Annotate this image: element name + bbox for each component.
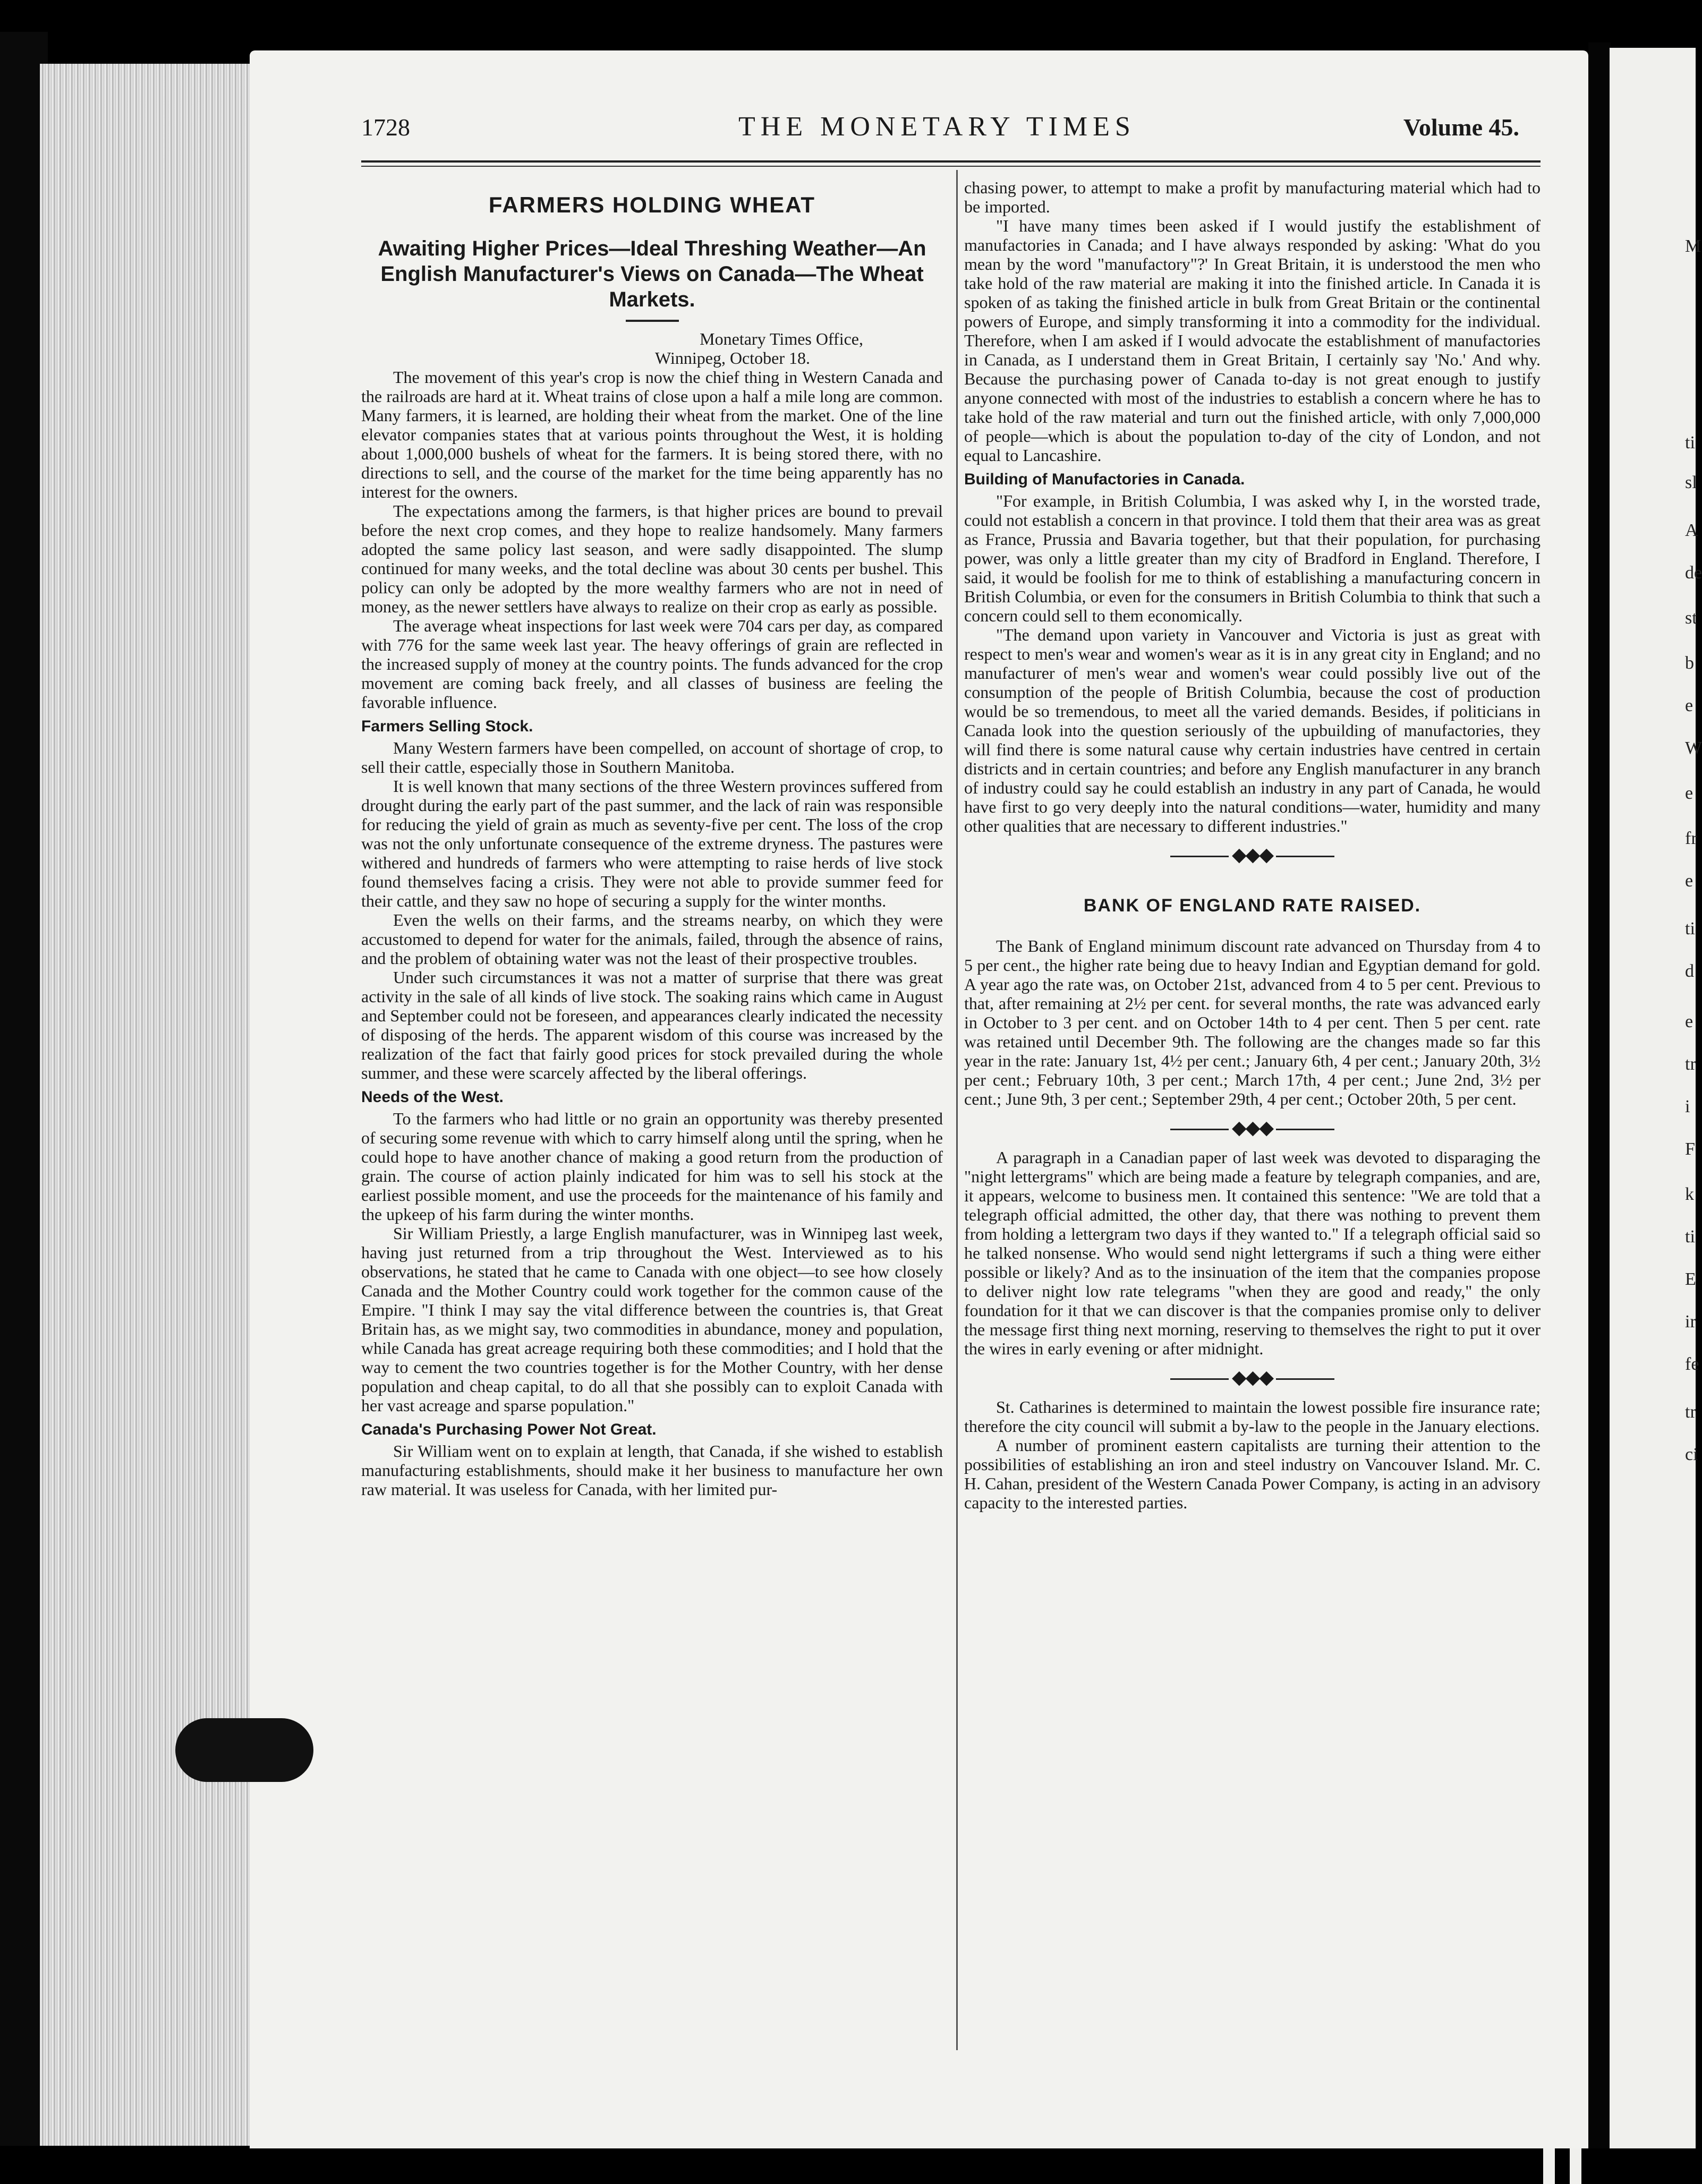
paragraph: Under such circumstances it was not a matter of surprise that there was great activity in the sale of all kinds of live stock. The soaking rains which came in August and September could not be foreseen, and appearances clearly indicated the necessity of disposing of the herds. The apparent wisdom of this course was increased by the realization of the fact that fairly good prices for stock prevailed during the whole summer, and these were scarcely affected by the liberal offerings. xyxy=(361,968,943,1082)
subheading: Canada's Purchasing Power Not Great. xyxy=(361,1421,657,1438)
binding-hole xyxy=(175,1718,313,1782)
subheading: Farmers Selling Stock. xyxy=(361,718,533,735)
paragraph: It is well known that many sections of the three Western provinces suffered from drought during the early part of the past summer, and the lack of rain was responsible for reducing the yield of grain as much as seventy-five per cent. The loss of the crop was not the only unfortunate consequence of the extreme dryness. The pastures were withered and hundreds of farmers who were attempting to raise herds of live stock found themselves facing a crisis. They were not able to provide summer feed for their cattle, and they saw no hope of securing a supply for the winter months. xyxy=(361,777,943,910)
paragraph: St. Catharines is determined to maintain the lowest possible fire insurance rate; therefore the city council will submit a by-law to the people in the January elections. xyxy=(964,1397,1541,1436)
facing-page-fragment: tr xyxy=(1685,1054,1696,1074)
paragraph: The expectations among the farmers, is that higher prices are bound to prevail before the next crop comes, and they hope to realize handsomely. Many farmers adopted the same policy last season, and were sadly disappointed. The slump continued for many weeks, and the total decline was about 30 cents per bushel. This policy can only be adopted by the more wealthy farmers who are not in need of money, as the newer settlers have always to realize on their crop as early as possible. xyxy=(361,501,943,616)
column-divider xyxy=(956,170,958,2050)
facing-page-fragment: b xyxy=(1685,653,1694,673)
paragraph-continued: chasing power, to attempt to make a profit by manufacturing material which had to be imported. xyxy=(964,178,1541,216)
facing-page-fragment: i xyxy=(1685,1097,1690,1116)
facing-page-fragment: E xyxy=(1685,1269,1696,1289)
page-stack xyxy=(40,64,258,2146)
binding-bar xyxy=(1570,2148,1581,2184)
paragraph: Many Western farmers have been compelled, on account of shortage of crop, to sell their cattle, especially those in Southern Manitoba. xyxy=(361,738,943,777)
facing-page-fragment: e xyxy=(1685,783,1694,803)
left-column xyxy=(361,191,943,1499)
subheading: Needs of the West. xyxy=(361,1088,504,1106)
page-header xyxy=(361,109,1519,151)
paragraph: The movement of this year's crop is now the chief thing in Western Canada and the railroads are hard at it. Wheat trains of close upon a half a mile long are common. Many farmers, it is learned, are holding their wheat from the market. One of the line elevator companies states that at various points throughout the West, it is holding about 1,000,000 bushels of wheat for the farmers. It is being stored there, with no directions to sell, and the course of the market for the time being apparently has no interest for the owners. xyxy=(361,368,943,501)
volume-label: Volume 45. xyxy=(1403,114,1519,141)
facing-page-fragment: st xyxy=(1685,608,1697,628)
facing-page-fragment: de xyxy=(1685,563,1702,583)
paragraph: To the farmers who had little or no grain an opportunity was thereby presented of securing some revenue with which to carry himself along until the spring, when he could hope to have another chance of making a good return from the production of grain. The course of action plainly indicated for him was to sell his stock at the earliest possible moment, and use the proceeds for the maintenance of his family and the upkeep of his farm during the winter months. xyxy=(361,1109,943,1224)
facing-page-fragment: e xyxy=(1685,696,1694,715)
facing-page-fragment: tr xyxy=(1685,1402,1696,1422)
facing-page-fragment: ti xyxy=(1685,1227,1695,1247)
header-rule xyxy=(361,160,1541,163)
facing-page-fragment: ci xyxy=(1685,1445,1698,1464)
article-title: FARMERS HOLDING WHEAT xyxy=(488,192,816,217)
facing-page-fragment: ir xyxy=(1685,1312,1696,1332)
paragraph: A paragraph in a Canadian paper of last week was devoted to disparaging the "night lettergrams" which are being made a feature by telegraph companies, and are, it appears, welcome to business men. It contained this sentence: "We are told that a telegraph official admitted, the other day, that there was nothing to prevent them from holding a lettergram two days if they wanted to." If a telegraph official said so he talked nonsense. Who would send night lettergrams if such a thing were either possible or likely? And as to the insinuation of the item that the companies propose to deliver night low rate telegrams "when they are good and ready," the only foundation for it that we can discover is that the companies promise only to deliver the message first thing next morning, reserving to themselves the right to put it over the wires in early evening or after midnight. xyxy=(964,1148,1541,1358)
paragraph: The average wheat inspections for last week were 704 cars per day, as compared with 776 for the same week last year. The heavy offerings of grain are reflected in the increased supply of money at the country points. The funds advanced for the crop movement are coming back freely, and all classes of business are feeling the favorable influence. xyxy=(361,616,943,712)
facing-page-fragment: sl xyxy=(1685,473,1697,492)
article-subtitle: Awaiting Higher Prices—Ideal Threshing Weather—An English Manufacturer's Views on Canada—The Wheat Markets. xyxy=(378,237,926,311)
header-rule-thin xyxy=(361,166,1541,167)
facing-page-fragment: e xyxy=(1685,1012,1694,1031)
facing-page-fragment: M xyxy=(1685,236,1701,256)
short-rule xyxy=(626,320,679,322)
dateline-office: Monetary Times Office, xyxy=(700,329,863,348)
paragraph: A number of prominent eastern capitalists are turning their attention to the possibilities of establishing an iron and steel industry on Vancouver Island. Mr. C. H. Cahan, president of the Western Canada Power Company, is acting in an advisory capacity to the interested parties. xyxy=(964,1436,1541,1512)
paragraph: "The demand upon variety in Vancouver and Victoria is just as great with respect to men's wear and women's wear as it is in any great city in England; and no manufacturer of men's wear and women's wear could possibly live out of the consumption of the people of British Columbia, because the cost of production would be so tremendous, to meet all the varied demands. Besides, if politicians in Canada look into the question seriously of the upbuilding of manufactories, they will find there is some natural cause why certain industries have centred in certain districts and in certain countries; and before any English manufacturer in any branch of industry could say he could establish an industry in any part of Canada, he would have first to go very deeply into the natural conditions—water, humidity and many other qualities that are necessary to different industries." xyxy=(964,625,1541,835)
dateline-place: Winnipeg, October 18. xyxy=(655,348,810,368)
paragraph: Sir William went on to explain at length, that Canada, if she wished to establish manufacturing establishments, should make it her business to manufacture her own raw material. It was useless for Canada, with her limited pur- xyxy=(361,1441,943,1499)
facing-page-fragment: W xyxy=(1685,738,1702,758)
facing-page-fragment: d xyxy=(1685,961,1694,981)
facing-page-fragment: ti xyxy=(1685,919,1695,939)
ornament-divider: ◆◆◆ xyxy=(964,845,1541,864)
ornament-divider: ◆◆◆ xyxy=(964,1118,1541,1137)
paragraph: "I have many times been asked if I would justify the establishment of manufactories in Canada; and I have always responded by asking: 'What do you mean by the word "manufactory"?' In Great Britain, it is understood the men who take hold of the raw material are making it into the finished article. In Canada it is spoken of as taking the finished article in bulk from Great Britain or the continental powers of Europe, and simply transforming it into a commodity for the individual. Therefore, when I am asked if I would advocate the establishment of manufactories in Canada, as I understand them in Great Britain, I certainly say 'No.' And why. Because the purchasing power of Canada to-day is not great enough to justify anyone connected with most of the industries to establish a concern where he has to take hold of the raw material and turn out the finished article, with only 7,000,000 of people—which is about the population to-day of the city of London, and not equal to Lancashire. xyxy=(964,216,1541,465)
facing-page-fragment: e xyxy=(1685,871,1694,891)
paragraph: "For example, in British Columbia, I was asked why I, in the worsted trade, could not establish a concern in that province. I told them that their area was as great as France, Prussia and Bavaria together, but that their population, for purchasing power, was only a little greater than my city of Bradford in England. Therefore, I said, it would be foolish for me to think of establishing a manufacturing concern in British Columbia, or even for the consumers in British Columbia to think that such a concern could sell to them economically. xyxy=(964,491,1541,625)
publication-title: THE MONETARY TIMES xyxy=(738,112,1136,142)
paragraph: The Bank of England minimum discount rate advanced on Thursday from 4 to 5 per cent., the higher rate being due to heavy Indian and Egyptian demand for gold. A year ago the rate was, on October 21st, advanced from 4 to 5 per cent. Previous to that, after remaining at 2½ per cent. for several months, the rate was advanced early in October to 3 per cent. and on October 14th to 4 per cent. Then 5 per cent. rate was retained until December 9th. The following are the changes made so far this year in the rate: January 1st, 4½ per cent.; January 6th, 4 per cent.; January 20th, 3½ per cent.; February 10th, 3 per cent.; March 17th, 4 per cent.; June 2nd, 3½ per cent.; June 9th, 3 per cent.; September 29th, 4 per cent.; October 20th, 5 per cent. xyxy=(964,936,1541,1108)
paragraph: Even the wells on their farms, and the streams nearby, on which they were accustomed to depend for water for the animals, failed, through the absence of rains, and the problem of obtaining water was not the least of their prospective troubles. xyxy=(361,910,943,968)
binding-bar xyxy=(1543,2148,1555,2184)
facing-page-fragment: ti xyxy=(1685,433,1695,453)
facing-page-fragment: k xyxy=(1685,1184,1694,1204)
bottom-edge xyxy=(0,2148,1696,2184)
article-title: BANK OF ENGLAND RATE RAISED. xyxy=(1083,895,1422,916)
paragraph: Sir William Priestly, a large English manufacturer, was in Winnipeg last week, having just returned from a trip throughout the West. Interviewed as to his observations, he stated that he came to Canada with one object—to see how closely Canada and the Mother Country could work together for the common cause of the Empire. "I think I may say the vital difference between the countries is, that Great Britain has, as we might say, two commodities in abundance, money and population, while Canada has great acreage requiring both these commodities; and I hold that the way to cement the two countries together is for the Mother Country, with her dense population and cheap capital, to do all that she possibly can to exploit Canada with her vast acreage and sparse population." xyxy=(361,1224,943,1415)
page-number: 1728 xyxy=(361,114,410,141)
ornament-divider: ◆◆◆ xyxy=(964,1368,1541,1387)
facing-page-fragment: fr xyxy=(1685,829,1697,848)
right-column xyxy=(964,178,1541,1512)
facing-page xyxy=(1610,48,1696,2151)
facing-page-fragment: fe xyxy=(1685,1354,1699,1374)
subheading: Building of Manufactories in Canada. xyxy=(964,471,1245,488)
facing-page-fragment: A xyxy=(1685,521,1698,540)
book-gutter xyxy=(1588,42,1611,2167)
facing-page-fragment: F xyxy=(1685,1139,1695,1159)
